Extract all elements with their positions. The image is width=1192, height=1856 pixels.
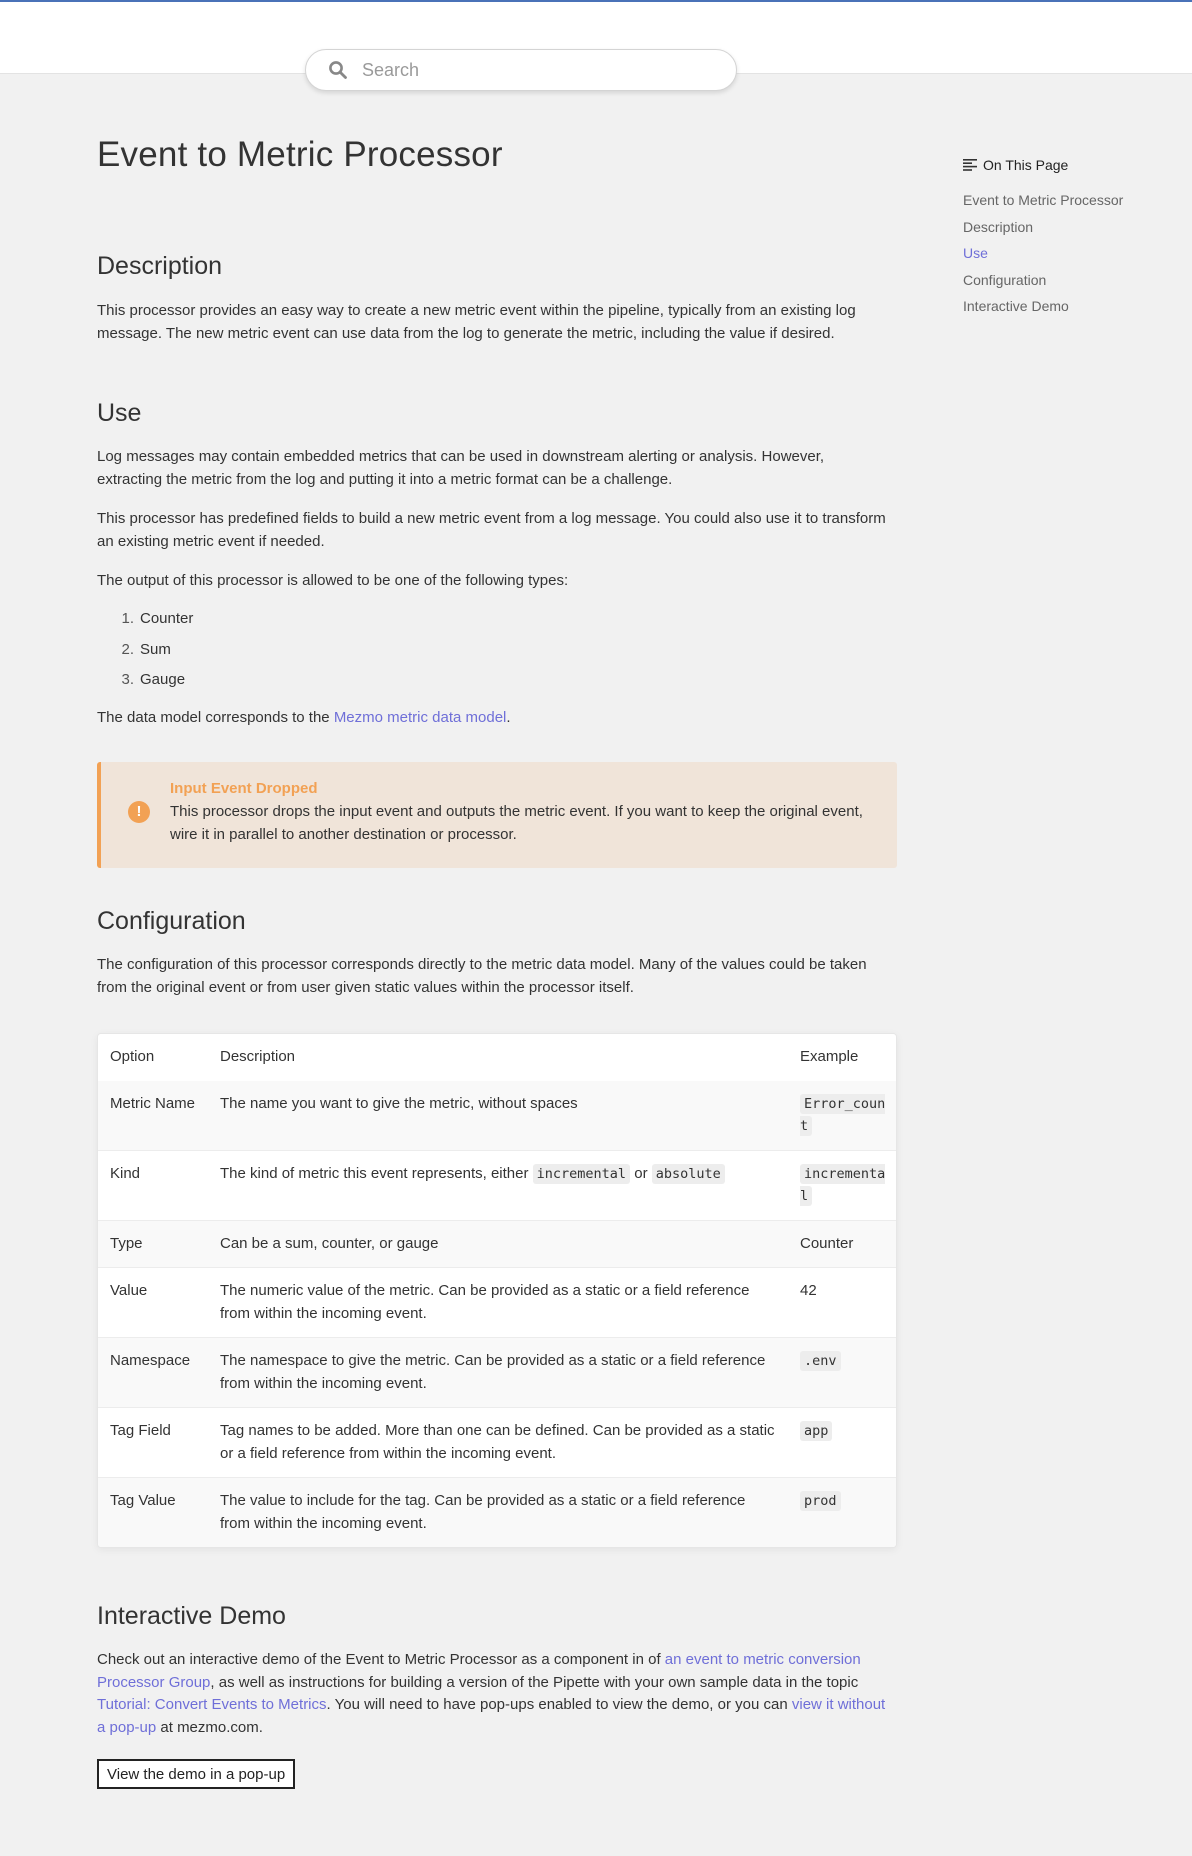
use-paragraph-2: This processor has predefined fields to build a new metric event from a log message. You could also use it to transform an existing metric event if needed. bbox=[97, 510, 886, 550]
toc-header bbox=[963, 155, 1183, 175]
description-text: This processor provides an easy way to create a new metric event within the pipeline, typically from an existing log message. The new metric event can use data from the log to generate the metric, including the value if desired. bbox=[97, 302, 856, 342]
column-header-description: Description bbox=[220, 1048, 296, 1065]
search-icon bbox=[328, 60, 348, 80]
tutorial-link[interactable]: Tutorial: Convert Events to Metrics bbox=[97, 1696, 327, 1713]
interactive-demo-heading: Interactive Demo bbox=[97, 1602, 286, 1630]
toc-item-configuration[interactable]: Configuration bbox=[963, 271, 1047, 288]
table-row: Tag Field Tag names to be added. More than one can be defined. Can be provided as a static or a field reference from within the incoming event. app bbox=[98, 1408, 897, 1478]
table-header-row bbox=[98, 1034, 897, 1081]
view-demo-popup-button[interactable]: View the demo in a pop-up bbox=[97, 1759, 295, 1789]
description-heading: Description bbox=[97, 252, 223, 280]
mezmo-metric-data-model-link[interactable]: Mezmo metric data model bbox=[333, 709, 507, 726]
callout-title: Input Event Dropped bbox=[170, 780, 318, 797]
use-paragraph-3: The output of this processor is allowed to be one of the following types: bbox=[97, 572, 569, 589]
processor-group-link[interactable]: an event to metric conversion Processor Group bbox=[97, 1651, 861, 1691]
toc-item-description[interactable]: Description bbox=[963, 218, 1034, 235]
output-types-list bbox=[97, 608, 193, 700]
interactive-demo-text: Check out an interactive demo of the Event to Metric Processor as a component in of an event to metric conversion Processor Group, as well as instructions for building a version of the Pipette with your own sample data in the topic Tutorial: Convert Events to Metrics. You will need to have pop-ups enabled to view the demo, or you can view it without a pop-up at mezmo.com. bbox=[97, 1651, 886, 1736]
column-header-option: Option bbox=[110, 1048, 155, 1065]
warning-circle-icon: ! bbox=[128, 801, 150, 823]
search-input[interactable] bbox=[362, 60, 702, 81]
use-paragraph-1: Log messages may contain embedded metrics that can be used in downstream alerting or analysis. However, extracting the metric from the log and putting it into a metric format can be a challenge. bbox=[97, 448, 825, 488]
list-item: 1. Counter bbox=[121, 610, 194, 627]
use-heading: Use bbox=[97, 399, 142, 427]
search-box[interactable] bbox=[305, 49, 737, 91]
toc-item-use[interactable]: Use bbox=[963, 245, 988, 261]
warning-callout bbox=[97, 762, 897, 868]
column-header-example: Example bbox=[800, 1048, 859, 1065]
table-row: Namespace The namespace to give the metric. Can be provided as a static or a field reference from within the incoming event. .env bbox=[98, 1338, 897, 1408]
configuration-text: The configuration of this processor corresponds directly to the metric data model. Many of the values could be taken from the original event or from user given static values within the processor itself. bbox=[97, 956, 867, 996]
table-row: Kind The kind of metric this event represents, either incremental or absolute incremental bbox=[98, 1150, 897, 1220]
table-row: Metric Name The name you want to give the metric, without spaces Error_count bbox=[98, 1081, 897, 1151]
toc-item-event-to-metric-processor[interactable]: Event to Metric Processor bbox=[963, 192, 1124, 208]
table-row: Type Can be a sum, counter, or gauge Counter bbox=[98, 1220, 897, 1268]
table-row: Value The numeric value of the metric. Can be provided as a static or a field reference from within the incoming event. 42 bbox=[98, 1268, 897, 1338]
list-item: 2. Sum bbox=[121, 640, 171, 658]
configuration-table bbox=[97, 1033, 897, 1548]
data-model-paragraph: The data model corresponds to the Mezmo metric data model. bbox=[97, 709, 511, 726]
callout-text: This processor drops the input event and outputs the metric event. If you want to keep the original event, wire it in parallel to another destination or processor. bbox=[170, 803, 863, 843]
toc-title: On This Page bbox=[983, 157, 1069, 173]
on-this-page-nav bbox=[963, 155, 1183, 325]
list-icon bbox=[963, 159, 977, 171]
view-without-popup-link[interactable]: view it without a pop-up bbox=[97, 1696, 886, 1736]
configuration-heading: Configuration bbox=[97, 907, 246, 935]
list-item: 3. Gauge bbox=[121, 671, 186, 688]
toc-item-interactive-demo[interactable]: Interactive Demo bbox=[963, 298, 1069, 314]
table-row: Tag Value The value to include for the tag. Can be provided as a static or a field reference from within the incoming event. prod bbox=[98, 1478, 897, 1548]
page-title: Event to Metric Processor bbox=[97, 135, 503, 174]
